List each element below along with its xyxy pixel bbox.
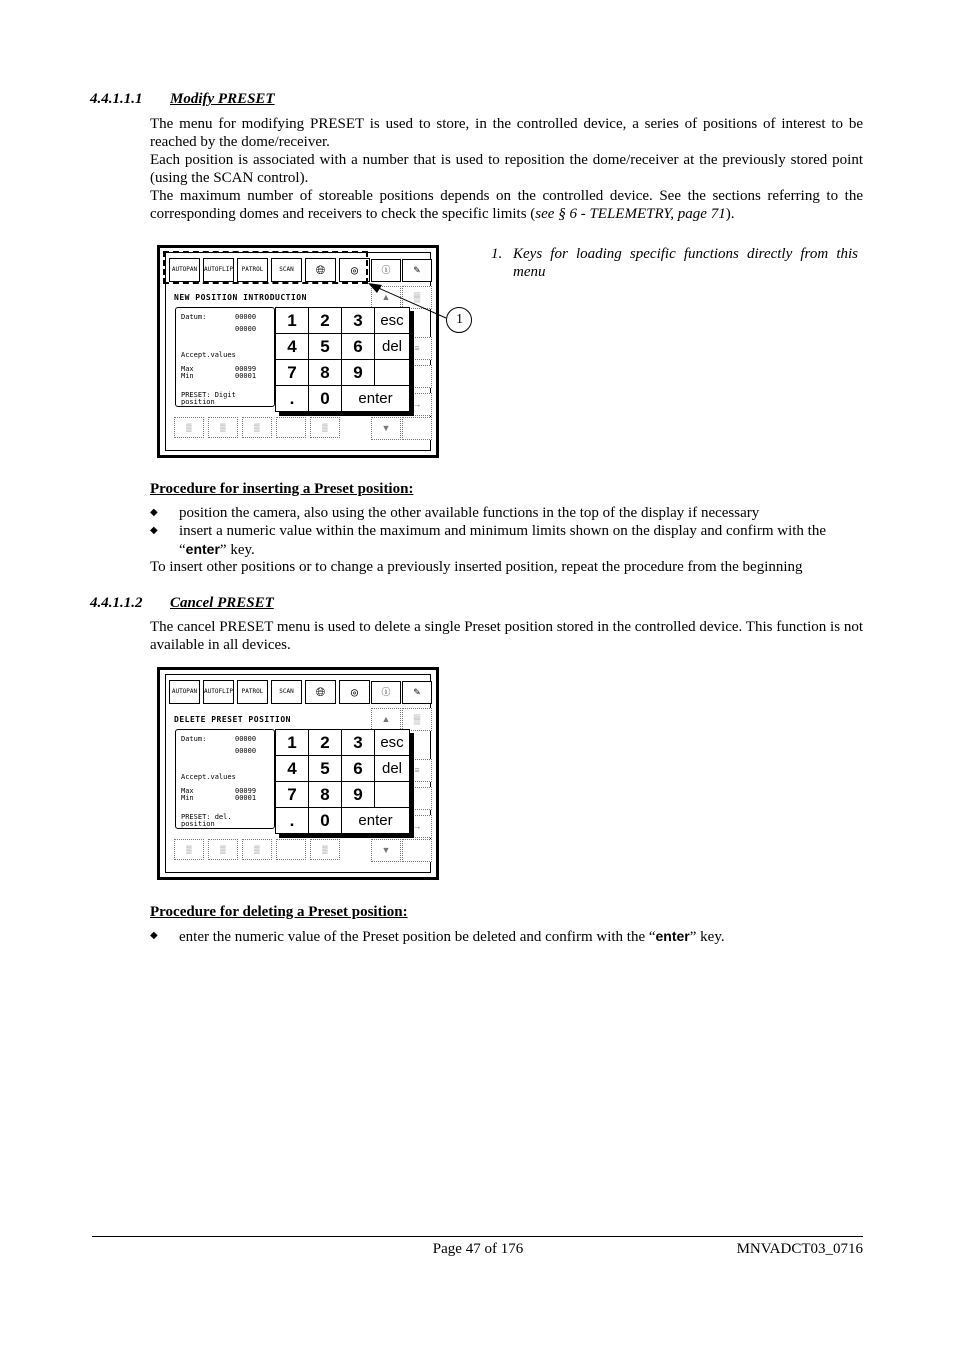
key-dot: .: [276, 386, 309, 411]
preset-label: PRESET: del.: [181, 813, 232, 821]
side-icon: →: [402, 393, 432, 416]
side-icon: ≡: [402, 759, 432, 782]
telemetry-reference: see § 6 - TELEMETRY, page 71: [535, 206, 726, 222]
autopan-button: AUTOPAN: [169, 258, 200, 282]
key-2: 2: [309, 308, 342, 334]
position-label: position: [181, 398, 215, 406]
callout-list-number: 1.: [491, 246, 503, 262]
paragraph: Each position is associated with a number that is used to reposition the dome/receiver at the previously stored point (using the SCAN control).: [150, 152, 863, 186]
bottom-icon: ▒: [208, 839, 238, 860]
paragraph: To insert other positions or to change a previously inserted position, repeat the procedure from the beginning: [150, 559, 803, 575]
down-arrow-icon: ▼: [371, 839, 401, 862]
max-value: 00099: [235, 365, 257, 373]
target-icon: ◎: [339, 680, 370, 704]
datum-value: 00000: [235, 747, 257, 755]
min-value: 00001: [235, 794, 257, 802]
section-title: Cancel PRESET: [170, 595, 274, 611]
diamond-bullet-icon: ◆: [150, 507, 158, 518]
datum-value: 00000: [235, 735, 257, 743]
bottom-icon: ▒: [174, 839, 204, 860]
info-panel: [175, 729, 275, 829]
bullet-item: ◆ position the camera, also using the other available functions in the top of the display if necessary: [150, 505, 760, 521]
diamond-bullet-icon: ◆: [150, 525, 158, 536]
bottom-icon: ▒: [174, 417, 204, 438]
bottom-icon: ▒: [242, 839, 272, 860]
paragraph: [150, 187, 863, 223]
bottom-icon: ▒: [208, 417, 238, 438]
side-icon: [402, 417, 432, 440]
display-frame: [165, 674, 431, 873]
section-number: 4.4.1.1.2: [90, 595, 143, 611]
camera-icon: ✎: [402, 681, 432, 704]
section-heading-modify-preset: [90, 91, 275, 108]
diamond-bullet-icon: ◆: [150, 930, 158, 941]
autopan-button: AUTOPAN: [169, 680, 200, 704]
key-enter: enter: [342, 386, 409, 411]
document-code: MNVADCT03_0716: [736, 1241, 863, 1257]
tool-icon: ▒: [402, 286, 432, 309]
key-esc: esc: [375, 730, 409, 756]
key-2: 2: [309, 730, 342, 756]
side-icon: ≡: [402, 337, 432, 360]
min-label: Min: [181, 372, 194, 380]
key-7: 7: [276, 782, 309, 808]
up-arrow-icon: ▲: [371, 708, 401, 731]
screenshot-delete-position: [157, 667, 439, 880]
down-arrow-icon: ▼: [371, 417, 401, 440]
side-icon: →: [402, 815, 432, 838]
key-1: 1: [276, 730, 309, 756]
key-blank: [375, 782, 409, 808]
key-9: 9: [342, 360, 375, 386]
key-6: 6: [342, 756, 375, 782]
scan-button: SCAN: [271, 258, 302, 282]
key-esc: esc: [375, 308, 409, 334]
accept-values-label: Accept.values: [181, 351, 236, 359]
enter-key-label: enter: [655, 928, 690, 944]
paragraph-text: The maximum number of storeable positions depends on the controlled device. See the sections referring to the corresponding domes and receivers to check the specific limits (: [150, 188, 863, 222]
autoflip-button: AUTOFLIP: [203, 680, 234, 704]
info-icon: ⓘ: [371, 259, 401, 282]
camera-icon: ✎: [402, 259, 432, 282]
key-4: 4: [276, 756, 309, 782]
globe-icon: 🌐︎: [305, 680, 336, 704]
globe-icon: 🌐︎: [305, 258, 336, 282]
datum-label: Datum:: [181, 313, 207, 321]
key-6: 6: [342, 334, 375, 360]
bottom-icon: [276, 839, 306, 860]
scan-button: SCAN: [271, 680, 302, 704]
info-icon: ⓘ: [371, 681, 401, 704]
datum-value: 00000: [235, 325, 257, 333]
max-value: 00099: [235, 787, 257, 795]
page-number: Page 47 of 176: [432, 1241, 524, 1257]
section-title: Modify PRESET: [170, 91, 275, 107]
autoflip-button: AUTOFLIP: [203, 258, 234, 282]
key-blank: [375, 360, 409, 386]
key-4: 4: [276, 334, 309, 360]
up-arrow-icon: ▲: [371, 286, 401, 309]
bottom-icon: [276, 417, 306, 438]
key-5: 5: [309, 334, 342, 360]
key-1: 1: [276, 308, 309, 334]
patrol-button: PATROL: [237, 680, 268, 704]
key-dot: .: [276, 808, 309, 833]
callout-number: 1: [456, 312, 463, 327]
menu-title: NEW POSITION INTRODUCTION: [174, 293, 307, 302]
datum-value: 00000: [235, 313, 257, 321]
key-8: 8: [309, 782, 342, 808]
key-8: 8: [309, 360, 342, 386]
key-7: 7: [276, 360, 309, 386]
accept-values-label: Accept.values: [181, 773, 236, 781]
bullet-item: ◆ insert a numeric value within the maximum and minimum limits shown on the display and confirm with the “enter” key.: [150, 523, 826, 558]
section-heading-cancel-preset: [90, 595, 274, 612]
min-value: 00001: [235, 372, 257, 380]
key-3: 3: [342, 308, 375, 334]
menu-title: DELETE PRESET POSITION: [174, 715, 291, 724]
tool-icon: ▒: [402, 708, 432, 731]
key-9: 9: [342, 782, 375, 808]
info-panel: [175, 307, 275, 407]
side-icon: [402, 839, 432, 862]
key-3: 3: [342, 730, 375, 756]
bottom-icon: ▒: [310, 839, 340, 860]
key-del: del: [375, 334, 409, 360]
callout-caption: Keys for loading specific functions directly from this menu: [513, 246, 858, 280]
max-label: Max: [181, 787, 194, 795]
target-icon: ◎: [339, 258, 370, 282]
paragraph: The menu for modifying PRESET is used to store, in the controlled device, a series of positions of interest to be reached by the dome/receiver.: [150, 116, 863, 150]
preset-label: PRESET: Digit: [181, 391, 236, 399]
enter-key-label: enter: [185, 541, 220, 557]
key-del: del: [375, 756, 409, 782]
position-label: position: [181, 820, 215, 828]
bottom-icon: ▒: [310, 417, 340, 438]
section-number: 4.4.1.1.1: [90, 91, 143, 107]
key-5: 5: [309, 756, 342, 782]
paragraph: The cancel PRESET menu is used to delete a single Preset position stored in the controlled device. This function is not available in all devices.: [150, 619, 863, 653]
bottom-icon: ▒: [242, 417, 272, 438]
paragraph-text: ).: [725, 206, 735, 222]
numeric-keypad: [275, 729, 410, 834]
key-0: 0: [309, 808, 342, 833]
datum-label: Datum:: [181, 735, 207, 743]
patrol-button: PATROL: [237, 258, 268, 282]
min-label: Min: [181, 794, 194, 802]
procedure-heading: Procedure for deleting a Preset position:: [150, 904, 408, 920]
key-enter: enter: [342, 808, 409, 833]
procedure-heading: Procedure for inserting a Preset position:: [150, 481, 414, 497]
bullet-item: ◆ enter the numeric value of the Preset position be deleted and confirm with the “enter” key.: [150, 928, 725, 945]
footer-rule: [92, 1236, 863, 1237]
highlight-box: [163, 251, 368, 284]
key-0: 0: [309, 386, 342, 411]
max-label: Max: [181, 365, 194, 373]
